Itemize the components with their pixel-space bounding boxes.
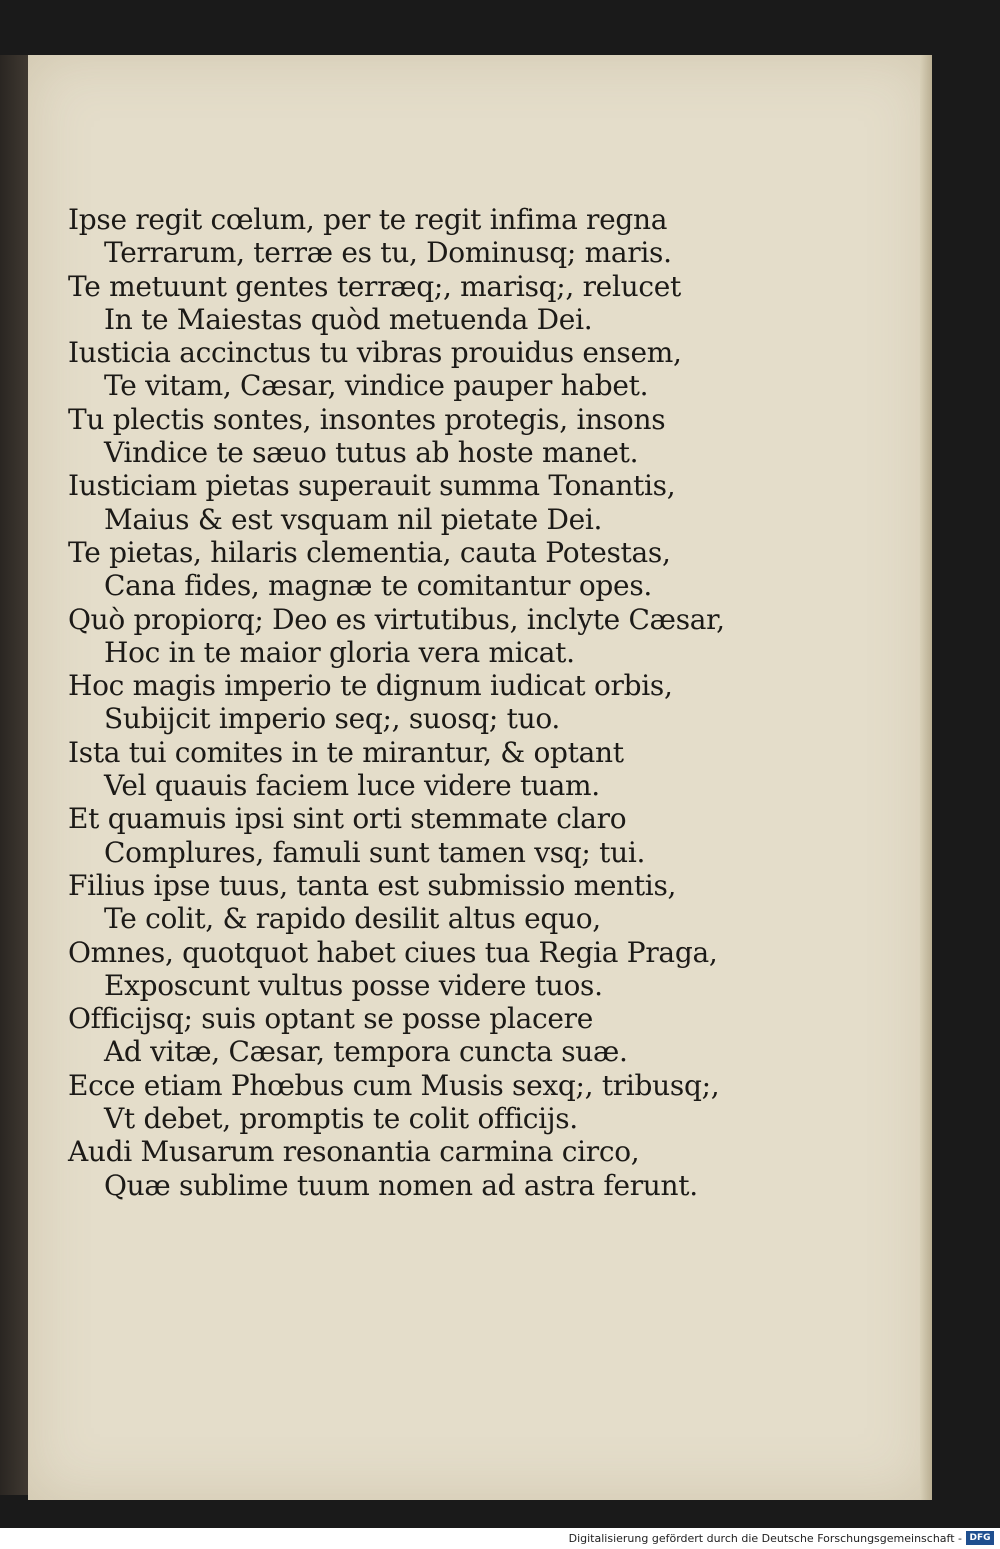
verse-line: Et quamuis ipsi sint orti stemmate claro [68, 802, 627, 836]
verse-line: Cana fides, magnæ te comitantur opes. [104, 569, 652, 603]
dfg-logo: DFG [966, 1531, 994, 1545]
verse-line: Ad vitæ, Cæsar, tempora cuncta suæ. [104, 1035, 628, 1069]
verse-line: Filius ipse tuus, tanta est submissio mentis, [68, 868, 677, 902]
verse-line: Te colit, & rapido desilit altus equo, [104, 902, 601, 936]
verse-line: Terrarum, terræ es tu, Dominusq; maris. [104, 236, 672, 270]
verse-line: Audi Musarum resonantia carmina circo, [68, 1135, 640, 1169]
verse-line: Maius & est vsquam nil pietate Dei. [104, 502, 603, 536]
poem-verse [68, 203, 748, 1202]
verse-line: Quæ sublime tuum nomen ad astra ferunt. [104, 1168, 698, 1202]
verse-line: Te pietas, hilaris clementia, cauta Potestas, [68, 535, 671, 569]
verse-line: Iusticia accinctus tu vibras prouidus ensem, [68, 336, 682, 370]
funding-notice: Digitalisierung gefördert durch die Deutsche Forschungsgemeinschaft - [568, 1532, 962, 1545]
verse-line: Exposcunt vultus posse videre tuos. [104, 968, 603, 1002]
verse-line: Officijsq; suis optant se posse placere [68, 1002, 594, 1036]
verse-line: Vel quauis faciem luce videre tuam. [104, 769, 600, 803]
verse-line: Omnes, quotquot habet ciues tua Regia Praga, [68, 935, 718, 969]
verse-line: Tu plectis sontes, insontes protegis, insons [68, 402, 666, 436]
verse-line: Hoc magis imperio te dignum iudicat orbis, [68, 669, 673, 703]
verse-line: Subijcit imperio seq;, suosq; tuo. [104, 702, 560, 736]
verse-line: Ipse regit cœlum, per te regit infima regna [68, 203, 668, 236]
verse-line: Complures, famuli sunt tamen vsq; tui. [104, 835, 646, 869]
digitization-footer [0, 1528, 1000, 1549]
verse-line: In te Maiestas quòd metuenda Dei. [104, 302, 593, 336]
verse-line: Ecce etiam Phœbus cum Musis sexq;, tribusq;, [68, 1068, 720, 1102]
verse-line: Te metuunt gentes terræq;, marisq;, relucet [68, 269, 681, 303]
page-edge [920, 55, 932, 1500]
verse-line: Quò propiorq; Deo es virtutibus, inclyte Cæsar, [68, 602, 725, 636]
book-page [28, 55, 930, 1500]
verse-line: Vt debet, promptis te colit officijs. [104, 1102, 578, 1136]
verse-line: Ista tui comites in te mirantur, & optant [68, 735, 624, 769]
verse-line: Hoc in te maior gloria vera micat. [104, 635, 575, 669]
verse-line: Vindice te sæuo tutus ab hoste manet. [104, 436, 639, 470]
verse-line: Te vitam, Cæsar, vindice pauper habet. [104, 369, 649, 403]
verse-line: Iusticiam pietas superauit summa Tonantis, [68, 469, 676, 503]
